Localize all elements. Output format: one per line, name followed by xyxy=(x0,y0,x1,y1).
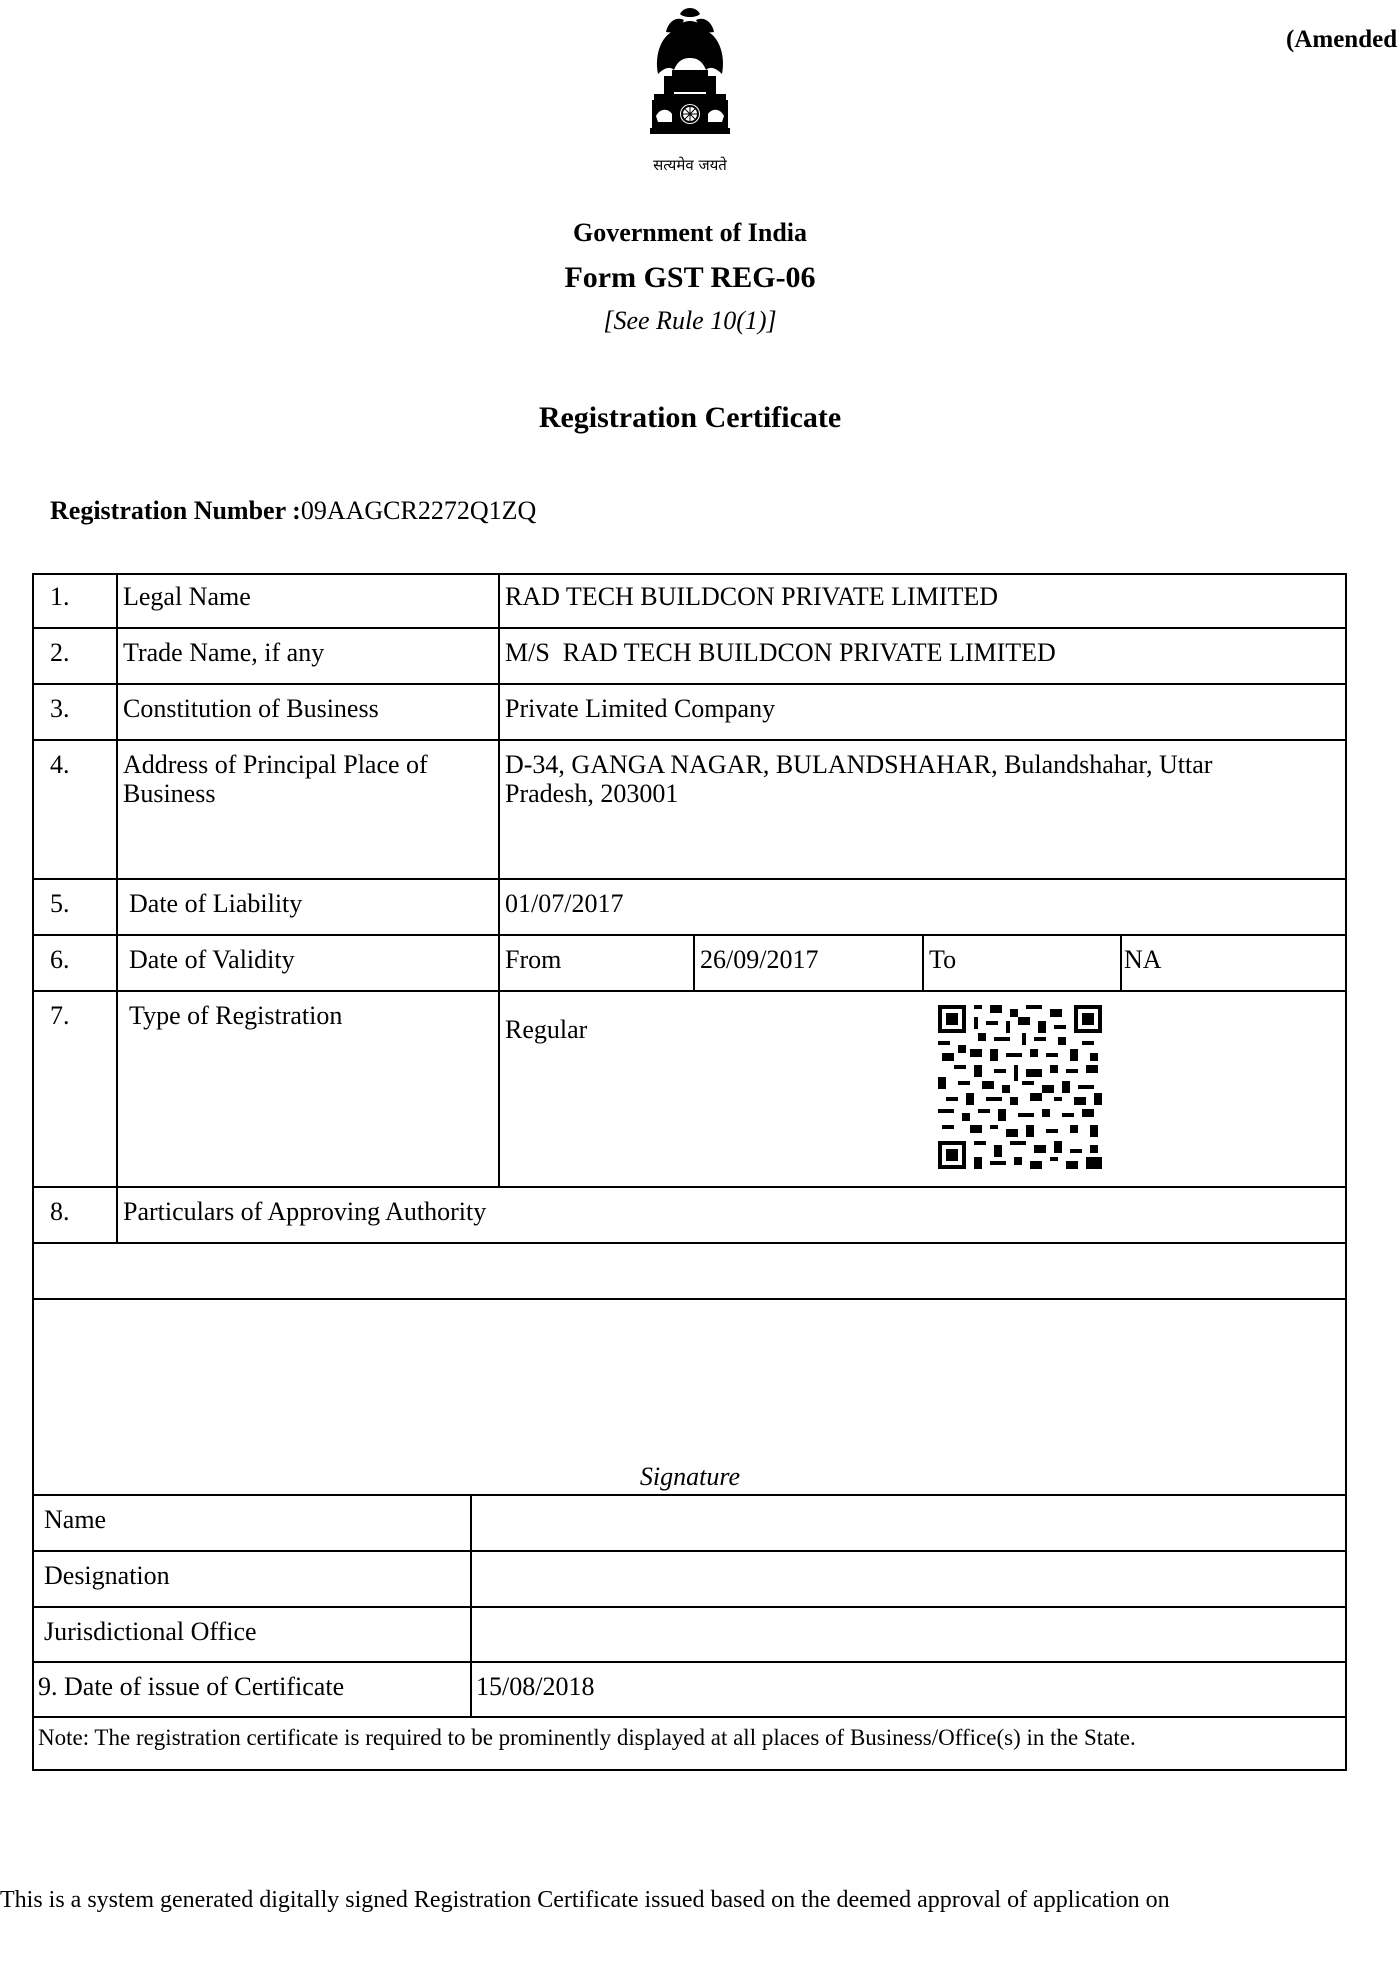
registration-number xyxy=(50,496,536,526)
signature-label: Signature xyxy=(639,1462,741,1491)
designation-label: Designation xyxy=(44,1561,170,1590)
table-column-divider xyxy=(922,934,924,991)
table-divider xyxy=(32,739,1347,741)
row-number: 3. xyxy=(50,694,70,723)
legal-name-label: Legal Name xyxy=(123,582,251,611)
liability-date-label: Date of Liability xyxy=(129,889,303,918)
table-divider xyxy=(32,1550,1347,1552)
row-number: 5. xyxy=(50,889,70,918)
jurisdictional-office-label: Jurisdictional Office xyxy=(44,1617,257,1646)
registration-number-label: Registration Number : xyxy=(50,496,301,525)
table-divider xyxy=(32,934,1347,936)
table-divider xyxy=(32,1716,1347,1718)
address-value: D-34, GANGA NAGAR, BULANDSHAHAR, Bulandshahar, Uttar Pradesh, 203001 xyxy=(505,750,1213,808)
table-column-divider xyxy=(498,573,500,1187)
row-number: 4. xyxy=(50,750,70,779)
row-number: 8. xyxy=(50,1197,70,1226)
registration-number-value: 09AAGCR2272Q1ZQ xyxy=(300,496,537,525)
registration-type-label: Type of Registration xyxy=(129,1001,343,1030)
trade-name-label: Trade Name, if any xyxy=(123,638,325,667)
rule-reference: [See Rule 10(1)] xyxy=(603,306,777,335)
qr-code-icon xyxy=(938,1005,1102,1169)
table-divider xyxy=(32,1661,1347,1663)
validity-from-label: From xyxy=(505,945,562,974)
row-number: 6. xyxy=(50,945,70,974)
table-divider xyxy=(32,1186,1347,1188)
amended-label: (Amended xyxy=(1286,26,1398,53)
row-number: 7. xyxy=(50,1001,70,1030)
validity-from-value: 26/09/2017 xyxy=(700,945,819,974)
system-generated-footer: This is a system generated digitally signed Registration Certificate issued based on the deemed approval of application on xyxy=(0,1887,1170,1913)
emblem-motto: सत्यमेव जयते xyxy=(653,156,727,174)
table-column-divider xyxy=(116,573,118,1243)
government-title: Government of India xyxy=(573,218,807,247)
address-label: Address of Principal Place of Business xyxy=(123,750,428,808)
issue-date-label: 9. Date of issue of Certificate xyxy=(38,1672,345,1701)
name-label: Name xyxy=(44,1505,107,1534)
certificate-title: Registration Certificate xyxy=(538,401,842,434)
validity-date-label: Date of Validity xyxy=(129,945,295,974)
row-number: 2. xyxy=(50,638,70,667)
constitution-label: Constitution of Business xyxy=(123,694,379,723)
table-divider xyxy=(32,627,1347,629)
legal-name-value: RAD TECH BUILDCON PRIVATE LIMITED xyxy=(505,582,999,611)
constitution-value: Private Limited Company xyxy=(505,694,776,723)
table-divider xyxy=(32,990,1347,992)
table-column-divider xyxy=(1120,934,1122,991)
national-emblem-icon xyxy=(636,4,744,182)
liability-date-value: 01/07/2017 xyxy=(505,889,624,918)
table-divider xyxy=(32,1242,1347,1244)
display-note: Note: The registration certificate is required to be prominently displayed at all places of Business/Office(s) in the State. xyxy=(38,1725,1136,1750)
table-divider xyxy=(32,1298,1347,1300)
table-column-divider xyxy=(693,934,695,991)
table-column-divider xyxy=(470,1494,472,1717)
issue-date-value: 15/08/2018 xyxy=(476,1672,595,1701)
form-title: Form GST REG-06 xyxy=(564,261,816,294)
registration-type-value: Regular xyxy=(505,1015,588,1044)
validity-to-label: To xyxy=(929,945,957,974)
row-number: 1. xyxy=(50,582,70,611)
table-divider xyxy=(32,1606,1347,1608)
approving-authority-label: Particulars of Approving Authority xyxy=(123,1197,487,1226)
table-divider xyxy=(32,683,1347,685)
validity-to-value: NA xyxy=(1124,945,1162,974)
trade-name-value: M/S RAD TECH BUILDCON PRIVATE LIMITED xyxy=(505,638,1056,667)
table-divider xyxy=(32,878,1347,880)
table-divider xyxy=(32,1494,1347,1496)
